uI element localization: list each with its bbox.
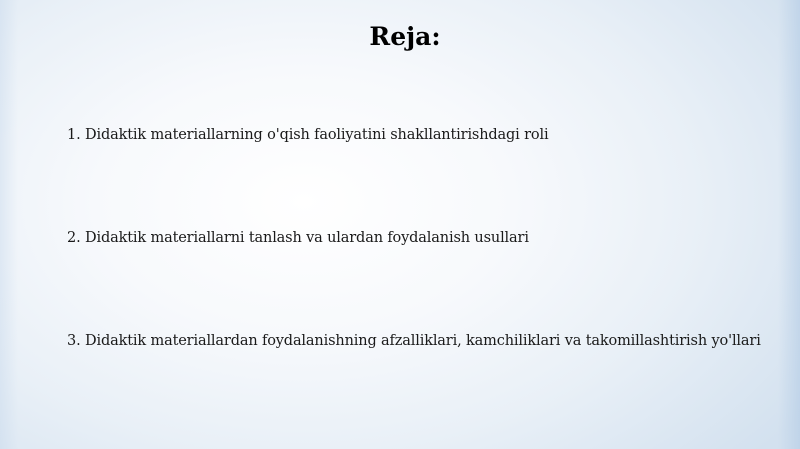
- slide-title: Reja:: [369, 22, 441, 51]
- plan-item-2: 2. Didaktik materiallarni tanlash va ulardan foydalanish usullari: [67, 230, 529, 246]
- slide-right-edge-shading: [778, 0, 800, 449]
- plan-item-1: 1. Didaktik materiallarning o'qish faoliyatini shakllantirishdagi roli: [67, 127, 549, 143]
- plan-item-3: 3. Didaktik materiallardan foydalanishning afzalliklari, kamchiliklari va takomillashtirish yo'llari: [67, 333, 761, 349]
- slide-left-edge-shading: [0, 0, 18, 449]
